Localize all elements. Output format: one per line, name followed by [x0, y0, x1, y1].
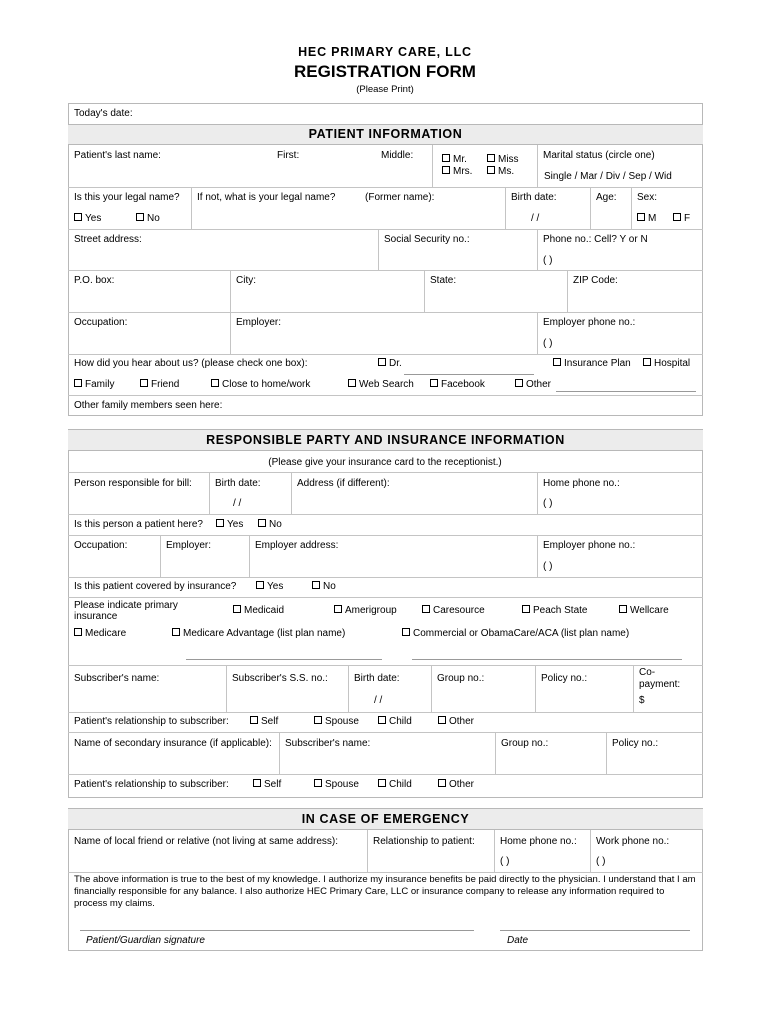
wellcare-checkbox[interactable]: Wellcare	[619, 605, 669, 617]
marital-status-options[interactable]: Single / Mar / Div / Sep / Wid	[544, 171, 672, 182]
responsible-birth-slashes: / /	[233, 498, 242, 509]
copayment-label-2: payment:	[639, 679, 681, 690]
referral-close-checkbox[interactable]: Close to home/work	[211, 379, 310, 391]
city-label[interactable]: City:	[236, 275, 256, 286]
commercial-plan-line[interactable]	[412, 659, 682, 660]
primary-insurance-label: Please indicate primary	[74, 600, 178, 611]
primary-insurance-label-2: insurance	[74, 611, 118, 622]
checkbox-icon	[442, 154, 450, 162]
employer-phone-label[interactable]: Employer phone no.:	[543, 317, 636, 328]
ssn-label[interactable]: Social Security no.:	[384, 234, 470, 245]
company-name: HEC PRIMARY CARE, LLC	[298, 45, 472, 59]
responsible-home-phone-parens: ( )	[543, 498, 553, 509]
checkbox-icon	[643, 358, 651, 366]
authorization-statement: The above information is true to the best of my knowledge. I authorize my insurance benefits be paid directly to the physician. I understand that I am financially responsible for any balance. I also authorize HEC Primary Care, LLC or insurance company to release any information required to process my claims.	[74, 874, 696, 909]
legal-no-checkbox[interactable]: No	[136, 213, 160, 225]
secondary-insurance-label[interactable]: Name of secondary insurance (if applicable):	[74, 738, 272, 749]
referral-other-checkbox[interactable]: Other	[515, 379, 551, 391]
checkbox-icon	[233, 605, 241, 613]
insurance-card-note: (Please give your insurance card to the receptionist.)	[268, 457, 502, 468]
referral-question: How did you hear about us? (please check one box):	[74, 358, 308, 369]
caresource-checkbox[interactable]: Caresource	[422, 605, 485, 617]
subscriber-ss-label[interactable]: Subscriber's S.S. no.:	[232, 673, 328, 684]
referral-facebook-checkbox[interactable]: Facebook	[430, 379, 485, 391]
signature-line[interactable]	[80, 930, 474, 931]
employer-phone-parens: ( )	[543, 338, 553, 349]
checkbox-icon	[438, 716, 446, 724]
copayment-dollar[interactable]: $	[639, 695, 645, 706]
checkbox-icon	[334, 605, 342, 613]
age-label[interactable]: Age:	[596, 192, 617, 203]
subscriber-birth-label[interactable]: Birth date:	[354, 673, 400, 684]
medicare-advantage-checkbox[interactable]: Medicare Advantage (list plan name)	[172, 628, 345, 640]
responsible-heading: RESPONSIBLE PARTY AND INSURANCE INFORMATION	[68, 429, 703, 451]
referral-hospital-checkbox[interactable]: Hospital	[643, 358, 690, 370]
checkbox-icon	[619, 605, 627, 613]
checkbox-icon	[430, 379, 438, 387]
form-title: REGISTRATION FORM	[294, 62, 476, 81]
date-label: Date	[507, 935, 529, 946]
checkbox-icon	[487, 166, 495, 174]
title-mr-checkbox[interactable]: Mr.	[442, 154, 467, 166]
policy-no-label[interactable]: Policy no.:	[541, 673, 588, 684]
responsible-occupation-label[interactable]: Occupation:	[74, 540, 128, 551]
legal-name-question: Is this your legal name?	[74, 192, 180, 203]
secondary-group-label[interactable]: Group no.:	[501, 738, 549, 749]
checkbox-icon	[216, 519, 224, 527]
referral-family-checkbox[interactable]: Family	[74, 379, 114, 391]
referral-web-checkbox[interactable]: Web Search	[348, 379, 414, 391]
checkbox-icon	[487, 154, 495, 162]
street-address-label[interactable]: Street address:	[74, 234, 142, 245]
checkbox-icon	[402, 628, 410, 636]
is-patient-question: Is this person a patient here?	[74, 519, 203, 530]
former-name-label[interactable]: (Former name):	[365, 192, 435, 203]
covered-no-checkbox[interactable]: No	[312, 581, 336, 593]
responsible-employer-label[interactable]: Employer:	[166, 540, 212, 551]
is-patient-no-checkbox[interactable]: No	[258, 519, 282, 531]
date-line[interactable]	[500, 930, 690, 931]
subscriber-birth-slashes: / /	[374, 695, 383, 706]
covered-yes-checkbox[interactable]: Yes	[256, 581, 283, 593]
responsible-employer-phone-parens: ( )	[543, 561, 553, 572]
birth-date-slashes: / /	[531, 213, 540, 224]
last-name-label[interactable]: Patient's last name:	[74, 150, 161, 161]
title-mrs-checkbox[interactable]: Mrs.	[442, 166, 472, 178]
peach-state-checkbox[interactable]: Peach State	[522, 605, 587, 617]
relationship2-self-checkbox[interactable]: Self	[253, 779, 281, 791]
phone-parens: ( )	[543, 255, 553, 266]
emergency-home-phone-parens: ( )	[500, 856, 510, 867]
form-subtitle: (Please Print)	[356, 84, 414, 95]
title-miss-checkbox[interactable]: Miss	[487, 154, 519, 166]
legal-name-label[interactable]: If not, what is your legal name?	[197, 192, 336, 203]
birth-date-label[interactable]: Birth date:	[511, 192, 557, 203]
responsible-address-label[interactable]: Address (if different):	[297, 478, 390, 489]
secondary-subscriber-label[interactable]: Subscriber's name:	[285, 738, 371, 749]
relationship-label-2: Patient's relationship to subscriber:	[74, 779, 229, 790]
copayment-label: Co-	[639, 667, 656, 678]
relationship-spouse-checkbox[interactable]: Spouse	[314, 716, 359, 728]
relationship2-child-checkbox[interactable]: Child	[378, 779, 412, 791]
responsible-home-phone-label[interactable]: Home phone no.:	[543, 478, 620, 489]
checkbox-icon	[74, 628, 82, 636]
emergency-home-phone-label[interactable]: Home phone no.:	[500, 836, 577, 847]
checkbox-icon	[522, 605, 530, 613]
responsible-employer-phone-label[interactable]: Employer phone no.:	[543, 540, 636, 551]
referral-dr-checkbox[interactable]: Dr.	[378, 358, 402, 370]
phone-label[interactable]: Phone no.: Cell? Y or N	[543, 234, 648, 245]
first-name-label[interactable]: First:	[277, 150, 300, 161]
checkbox-icon	[312, 581, 320, 589]
responsible-birth-label[interactable]: Birth date:	[215, 478, 261, 489]
checkbox-icon	[74, 213, 82, 221]
other-family-label[interactable]: Other family members seen here:	[74, 400, 223, 411]
checkbox-icon	[637, 213, 645, 221]
is-patient-yes-checkbox[interactable]: Yes	[216, 519, 243, 531]
secondary-policy-label[interactable]: Policy no.:	[612, 738, 659, 749]
checkbox-icon	[74, 379, 82, 387]
covered-question: Is this patient covered by insurance?	[74, 581, 237, 592]
referral-insurance-checkbox[interactable]: Insurance Plan	[553, 358, 631, 370]
checkbox-icon	[378, 779, 386, 787]
checkbox-icon	[136, 213, 144, 221]
amerigroup-checkbox[interactable]: Amerigroup	[334, 605, 397, 617]
checkbox-icon	[140, 379, 148, 387]
commercial-checkbox[interactable]: Commercial or ObamaCare/ACA (list plan name)	[402, 628, 629, 640]
checkbox-icon	[314, 716, 322, 724]
emergency-heading: IN CASE OF EMERGENCY	[68, 808, 703, 830]
checkbox-icon	[256, 581, 264, 589]
checkbox-icon	[422, 605, 430, 613]
checkbox-icon	[553, 358, 561, 366]
patient-heading: PATIENT INFORMATION	[68, 124, 703, 145]
checkbox-icon	[348, 379, 356, 387]
responsible-person-label[interactable]: Person responsible for bill:	[74, 478, 192, 489]
checkbox-icon	[438, 779, 446, 787]
medicaid-checkbox[interactable]: Medicaid	[233, 605, 284, 617]
checkbox-icon	[258, 519, 266, 527]
relationship-label: Patient's relationship to subscriber:	[74, 716, 229, 727]
relationship2-spouse-checkbox[interactable]: Spouse	[314, 779, 359, 791]
zip-label[interactable]: ZIP Code:	[573, 275, 618, 286]
signature-label: Patient/Guardian signature	[86, 935, 205, 946]
state-label[interactable]: State:	[430, 275, 457, 286]
employer-address-label[interactable]: Employer address:	[255, 540, 339, 551]
emergency-relationship-label[interactable]: Relationship to patient:	[373, 836, 475, 847]
relationship-self-checkbox[interactable]: Self	[250, 716, 278, 728]
checkbox-icon	[515, 379, 523, 387]
marital-status-label: Marital status (circle one)	[543, 150, 655, 161]
checkbox-icon	[250, 716, 258, 724]
todays-date-label: Today's date:	[74, 108, 133, 119]
subscriber-name-label[interactable]: Subscriber's name:	[74, 673, 160, 684]
checkbox-icon	[211, 379, 219, 387]
relationship-other-checkbox[interactable]: Other	[438, 716, 474, 728]
sex-label: Sex:	[637, 192, 658, 203]
middle-name-label[interactable]: Middle:	[381, 150, 414, 161]
medicare-checkbox[interactable]: Medicare	[74, 628, 126, 640]
referral-friend-checkbox[interactable]: Friend	[140, 379, 179, 391]
checkbox-icon	[172, 628, 180, 636]
occupation-label[interactable]: Occupation:	[74, 317, 128, 328]
medicare-advantage-plan-line[interactable]	[186, 659, 382, 660]
sex-f-checkbox[interactable]: F	[673, 213, 690, 225]
checkbox-icon	[673, 213, 681, 221]
checkbox-icon	[378, 716, 386, 724]
legal-yes-checkbox[interactable]: Yes	[74, 213, 101, 225]
relationship-child-checkbox[interactable]: Child	[378, 716, 412, 728]
checkbox-icon	[314, 779, 322, 787]
emergency-work-phone-parens: ( )	[596, 856, 606, 867]
group-no-label[interactable]: Group no.:	[437, 673, 485, 684]
emergency-work-phone-label[interactable]: Work phone no.:	[596, 836, 670, 847]
employer-label[interactable]: Employer:	[236, 317, 282, 328]
relationship2-other-checkbox[interactable]: Other	[438, 779, 474, 791]
emergency-contact-label[interactable]: Name of local friend or relative (not living at same address):	[74, 836, 339, 847]
title-ms-checkbox[interactable]: Ms.	[487, 166, 514, 178]
checkbox-icon	[442, 166, 450, 174]
po-box-label[interactable]: P.O. box:	[74, 275, 115, 286]
checkbox-icon	[378, 358, 386, 366]
checkbox-icon	[253, 779, 261, 787]
sex-m-checkbox[interactable]: M	[637, 213, 656, 225]
